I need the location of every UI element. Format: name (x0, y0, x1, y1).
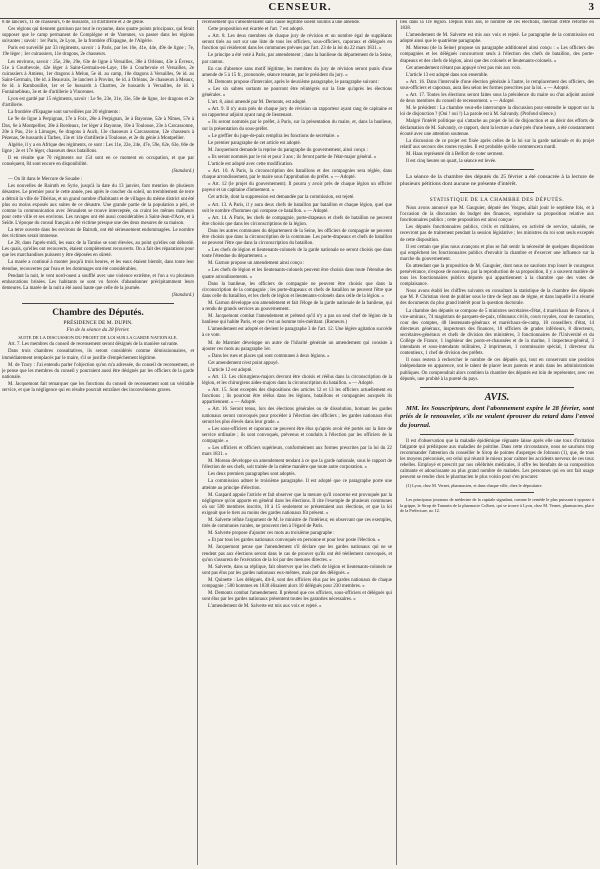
notice-heading: AVIS. (484, 391, 510, 403)
section-divider (22, 303, 174, 304)
presidence-line: PRÉSIDENCE DE M. DUPIN. (63, 320, 133, 327)
section-divider (420, 434, 574, 435)
paragraph: Dans la banlieue, les officiers de compagnie ne peuvent être choisis que dans la circonscription de la compagnie ; les porte-drapeaux et chefs de bataillon ne peuvent l'être que dans celle du bataillon, et les chefs de légion et lieutenants-colonels dans celle de la légion. » (202, 281, 392, 299)
paragraph: « Art. 8. Les deux membres de chaque jury de révision et un nombre égal de suppléants seront tirés au sort sur une liste de tous les officiers, sous-officiers, caporaux et délégués en fonction qui résideront dans les communes prévues par l'art. 23 de la loi du 22 mars 1831. » (202, 34, 392, 52)
source-signature: (Standard.) (171, 169, 194, 175)
paragraph: « Art. 15. Sont exceptés des dispositions des articles 12 et 13 les officiers actuellement en fonctions ; ils pourront être réélus dans les légions, bataillons et compagnies auxquels ils appartiennent. » — Adopté. (202, 388, 392, 406)
paragraph: lieu dans la 1re légion. Depuis trois ans, le nombre de ces élections, méritait d'être réformé en 1838. (400, 20, 594, 32)
chamber-heading: Chambre des Députés. (52, 308, 144, 319)
paragraph: Les nouvelles de Bairuth en Syrie, jusqu'à la date du 13 janvier, font mention de plusieurs désastres. Le premier pour le cette année, peu après le coucher du soleil, un tremblement de terre a détruit la ville de Tibérias, et un grand nombre d'habitants et de villages du même district ont été plus ou moins exposés aux suites de ce désastre. Une grande partie de la population a péri, et comme la communication avec Jérusalem se trouve interceptée, on craint les mêmes malheurs pour cette ville et ses environs. Les ravages ont été aussi considérables à Saint-Jean-d'Acre, et à Seïde. L'époque du consul français a été victime presque une des deux mesures de sa maison. (2, 184, 194, 226)
masthead (0, 0, 600, 19)
paragraph: M. Jacquemont combat l'amendement et prétend qu'il n'y a pas un seul chef de légion de la banlieue qui habite Paris, et que c'est un homme très-méritant. (Rumeurs.) (202, 314, 392, 326)
paragraph: Cet amendement n'est point appuyé. (208, 360, 279, 366)
paragraph: M. de Marmier développe un autre de l'hilarité générale un amendement qui consiste à ajouter ces mots au paragraphe 1er. (202, 340, 392, 352)
paragraph: Dans trois chambres consultatives, ils seront considérés comme démissionnaires, et immédiatement remplacés par le maire, s'il se justifie d'empêchement légitime. (2, 349, 194, 361)
paragraph: L'amendement de M. Salverte est mis aux voix et rejeté. Le paragraphe de la commission est adopté ainsi que le quatrième paragraphe. (400, 33, 594, 45)
paragraph: M. Quinette : Les délégués, dit-il, sont des officiers élus par les gardes nationaux de chaque compagnie ; 500 hommes en 1830 élisaient alors 10 délégués pour 230 membres. » (202, 577, 392, 589)
paragraph: « Les six sabres sortants ne pourront être réintégrés sur la liste qu'après les élections générales. » (202, 86, 392, 99)
footnote: Les principaux journaux de médecine de la capitale signalant, comme le remède le plus puissant à opposer à la grippe, le Sirop de Tamarin de la pharmacie Colbert, qui se trouve à Lyon, chez M. Vernet, pharmacien, place de la Préfecture, no 12. (400, 497, 594, 514)
paragraph: Cette proposition est écartée et l'art. 7 est adopté. (208, 27, 304, 33)
paragraph: La chambre des députés se compose de 5 ministres secrétaires-d'état, 4 maréchaux de France, 4 vice-amiraux, 74 magistrats de parquets-de-paix, tribunaux civils, cours royales, cour de cassation, cour des comptes, 48 lieutenants-généraux et maréchaux-de-camp, 18 conseillers d'état, 14 directeurs généraux, inspecteurs des finances, 10 officiers de grades inférieurs, 8 directeurs, secrétaires-généraux et chefs de division des ministères, 3 fonctionnaires de l'Université et du Collège de France, 1 ingénieur des ponts-et-chaussées et de la marine, 1 inspecteur-général, 3 intendants et sous-intendants militaires, 2 imprimeurs, 1 commissaire spécial, 1 directeur du contentieux, 1 chef de division des préfets. (400, 308, 594, 357)
paragraph: « Art. 13. Les chirurgiens-majors devront être choisis et réélus dans la circonscription de la légion, et les chirurgiens aides-majors dans la circonscription du bataillon. » — Adopté. (202, 374, 392, 387)
paragraph: M. Haas représenté dit à Belfort de voter serment. (406, 151, 504, 157)
col1-bottom-text (2, 342, 194, 394)
section-divider (460, 492, 534, 493)
paragraph: « Art. 13. A Paris, il y aura deux chefs de bataillon par bataillon et chaque légion, quel que soit le nombre d'hommes qui compose ce bataillon. » — Adopté. (202, 202, 392, 214)
paragraph: M. Demonts propose d'intercaler, après le deuxième paragraphe, le paragraphe suivant : (208, 79, 380, 85)
paragraph: M. Jacquemont demande la reprise du paragraphe du gouvernement, ainsi conçu : (208, 147, 368, 153)
discussion-subhead: SUITE DE LA DISCUSSION DU PROJET DE LOI SUR LA GARDE NATIONALE. (18, 334, 178, 340)
paragraph: En cas d'absence sans motif légitime, les membres du jury de révision seront punis d'une amende de 5 à 15 fr., prononcée, séance tenante, par le président du jury. » (202, 66, 392, 78)
paragraph: M. Gaspard appuie l'article et fait observer que la mesure qu'il concerne est provoquée par la négligence qu'on apporte en général dans les élections. Il cite l'exemple de plusieurs communes où sur 500 membres inscrits, 10 à 15 seulement se présentaient aux élections, et que la loi exigeait que le tiers au moins des gardes nationaux fût présent. » (202, 492, 392, 516)
paragraph: Il en résulte que 70 régiments sur 154 sont en ce moment en occupation, et que par conséquent, 84 sont encore en disponibilité. (2, 155, 194, 168)
paragraph: M. Salverte, dans sa réplique, fait observer que les chefs de légion et lieutenants-colonels ne sont pas élus par les gardes nationaux eux-mêmes, mais par des délégués. » (202, 564, 392, 576)
paragraph: « Le greffier du juge-de-paix remplira les fonctions de secrétaire. » (208, 133, 340, 139)
paragraph: « Les chefs de légion et les lieutenants-colonels peuvent être choisis dans toute l'étendue des quatre arrondissements. » (202, 268, 392, 280)
paragraph: Il est d'observation que la maladie épidémique régnante laisse après elle une toux d'irritation fatigante qui prédispose aux maladies de poitrine. Dans cette circonstance, nous ne saurions trop recommander l'attention du conseiller le Sirop de pointes d'asperges de Johnson (1), que, de tous les moyens préconisés, est celui qui réussit le mieux pour calmer les accidents nerveux de ces toux rebelles. Employé et prescrit par nos célébrités médicales, il offre les bienfaits de sa composition calmante et adoucissante au plus grand nombre de malades. Les personnes qui en ont fait usage peuvent se rendre chez le pharmacien le plus voisin pour s'en procurer. (400, 438, 594, 481)
paragraph: Il est cinq heures un quart, la séance est levée. (406, 158, 497, 164)
newspaper-title: CENSEUR. (268, 1, 332, 13)
paragraph: « Art. 16. Dans l'intervalle d'une élection générale à l'autre, le remplacement des officiers, des sous-officiers et caporaux, aura lieu selon les formes prescrites par la loi. » — Adopté. (400, 79, 594, 91)
section-divider (460, 192, 534, 193)
paragraph: L'amendement de M. Salverte est mis aux voix et rejeté. » (208, 604, 322, 610)
paragraph: Dans les autres communes du département de la Seine, les officiers de compagnie ne peuvent être choisis que dans la circonscription de la commune. Les porte-drapeaux et chefs de bataillon ne peuvent l'être que dans la circonscription du bataillon. (202, 228, 392, 247)
section-divider (460, 169, 534, 170)
paragraph: L'article 13 est adopté dans son ensemble. (406, 72, 489, 78)
paragraph: 8 de lanciers, 11 de chasseurs, 6 de hussards, 14 d'artillerie et 2 de génie. (2, 20, 145, 25)
paragraph: M. le président : La chambre veut-elle interrompre la discussion pour entendre le rapport sur la loi de disjonction ? (Oui ! oui !) La parole est à M. Salvandy. (Profond silence.) (400, 106, 594, 118)
page-number: 3 (588, 1, 594, 13)
paragraph: La frontière d'Espagne sont surveillées par 20 régiments : (8, 110, 121, 116)
paragraph: Cet article, dont la suppression est demandée par la commission, est rejeté. (208, 195, 355, 201)
paragraph: La terre ouverte dans les environs de Bairuth, ont été sérieusement endommagées. Le nombre des victimes serait immense. (2, 228, 194, 240)
paragraph: « Dans les rues et places qui sont communes à deux légions. » (208, 353, 330, 359)
paragraph: M. Salverte réfute l'argument de M. le ministre de l'intérieur, en observant que ces exemples, tirés de communes rurales, ne prouvent rien à l'égard de Paris. (202, 518, 392, 530)
paragraph: Cet amendement n'étant pas appuyé n'est pas mis aux voix. (406, 65, 522, 71)
paragraph: — On lit dans le Mercure de Souabe : (8, 177, 83, 183)
paragraph: Le 9e de ligne à Perpignan, 17e à Foix, 28e à Perpignan, 3e à Bayonne, 52e à Nîmes, 57e à Dax, 6e à Montpellier, 38e à Bordeaux, 1er léger à Bayonne, 10e à Toulouse, 23e à Carcassonne, 20e à Pau, 21e à Limoges, 6e dragons à Auch, 13e chasseurs à Carcassonne, 12e chasseurs à Pézenas, 9e hussards à Tarbes, 13e et 14e d'artillerie à Toulouse, et 2e du génie à Montpellier. (2, 117, 194, 141)
paragraph: M. Moreau développe un amendement tendant à ce que la garde nationale, sous le rapport de l'élection de ses chefs, soit traitée de la même manière que toute autre corporation. » (202, 459, 392, 471)
paragraph: M. de Tracy : J'ai entendu parler l'objection qu'on m'a adressée, du conseil de recensement, et je pense que les membres du conseil y pourraient aussi être désignés par les officiers de la garde nationale. (2, 362, 194, 380)
column-2 (202, 20, 392, 867)
paragraph: M. Jacquemont pense que l'amendement s'il déclare que les gardes nationaux qui ne se rendent pas aux élections seront dans le cas de prouver qu'ils ont été réellement convoqués, et qu'on s'assurera de l'exécution de la loi par des mesures directes. » (202, 545, 392, 563)
paragraph: « Les chefs de légion et lieutenants-colonels de la garde nationale ne seront choisis que dans toute l'étendue du département. » (202, 248, 392, 260)
paragraph: Le premier paragraphe de cet article est adopté. (208, 140, 301, 146)
subscriber-notice: MM. les Souscripteurs, dont l'abonnement expire le 28 février, sont priés de le renouveler, s'ils ne veulent éprouver du retard dans l'envoi du journal. (400, 404, 594, 429)
col1-mid-text (2, 177, 194, 292)
paragraph: La discussion de ce projet est fixée après celles de la loi sur la garde nationale et du projet relatif aux secours des routes royales. Il est probable qu'elle commencera mardi. (400, 138, 594, 150)
paragraph: Pendant la nuit, le vent nord-ouest a soufflé avec une violence extrême, et l'on a vu plusieurs embarcations brisées. Les habitants se sont vu forcés d'abandonner précipitamment leurs demeures. La marée de la nuit a été aussi haute que celle de la journée. (2, 273, 194, 291)
paragraph: « Art. 10. A Paris, la circonscription des bataillons et des compagnies sera réglée, dans chaque arrondissement, par le maire sous l'approbation du préfet. » — Adopté. (202, 169, 392, 181)
col1-top-text (2, 20, 194, 168)
paragraph: Paris est surveillé par 33 régiments, savoir : à Paris, par les 16e, 41e, 44e, 49e de ligne ; 7e, 19e léger ; 1er cuirassiers, 11e dragons, 2e chasseurs. (2, 46, 194, 58)
paragraph: « Les sous-officiers et caporaux ne peuvent être élus qu'après avoir été portés sur la liste de service ordinaire ; ils sont convoqués, prévenus et conduits à l'élection par les officiers de la compagnie. » (202, 426, 392, 444)
paragraph: Il nous restera à rechercher le nombre de ces députés qui, tout en conservant une position indépendante en apparence, ont le talent de placer leurs parents et amis dans les administrations publiques. On comprendrait alors combien la chambre des députés est loin de représenter, avec ces députés, une probité à la pureté du pays. (400, 358, 594, 382)
paragraph: « Art. 12 (le projet du gouvernement). Il pourra y avoir près de chaque légion un officier payeur et un capitaine d'armement. » (202, 182, 392, 194)
paragraph: M. Moreau (de la Seine) propose un paragraphe additionnel ainsi conçu : « Les officiers des compagnies et les délégués concourront seuls à l'élection des chefs de bataillon, des porte-drapeaux et des chefs de légion, ainsi que des colonels et lieutenants-colonels. » (400, 46, 594, 64)
paragraph: Le principe a été voté à Paris, par amendement ; dans la banlieue du département de la Seine, par canton. (202, 53, 392, 65)
statistics-heading: STATISTIQUE DE LA CHAMBRE DES DÉPUTÉS. (429, 197, 565, 204)
paragraph: Il est certain que plus nous avançons et plus se fait sentir la nécessité de quelques dispositions qui empêchent les fonctionnaires publics d'envahir la chambre et d'exercer une influence sur la marche du gouvernement. (400, 244, 594, 262)
column-3 (400, 20, 594, 867)
paragraph: « Art. 9. Il n'y aura près de chaque jury de révision un rapporteur ayant rang de capitaine et un rapporteur adjoint ayant rang de lieutenant. (202, 107, 392, 119)
paragraph: L'article est adopté avec cette modification. (208, 161, 294, 167)
section-divider (420, 387, 574, 388)
paragraph: Les deux premiers paragraphes sont adoptés. (208, 472, 296, 478)
paragraph: « Art. 17. Toutes les élections seront faites sous la présidence du maire ou d'un adjoint assisté de deux membres du conseil de recensement. » — Adopté. (400, 93, 594, 105)
paragraph: « Et par tous les gardes nationaux convoqués en personne et pour leur poste l'élection. » (208, 538, 381, 544)
paragraph: Les députés fonctionnaires publics, civils et militaires, en activité de service, salariés, ne recevront pas de traitement pendant la session législative ; les ministres du roi sont seuls exceptés de cette disposition. (400, 225, 594, 243)
paragraph: Nous avons annoncé que M. Gauguier, député des Vosges, allait jouir le septième fois, et à l'occasion de la discussion du budget des finances, reproduire sa proposition relative aux fonctionnaires publics ; cette proposition est ainsi conçue : (400, 206, 594, 224)
source-signature: (Standard.) (171, 292, 194, 298)
paragraph: L'art. 8, ainsi amendé par M. Demonts, est adopté. (208, 100, 307, 106)
paragraph: « Art. 16. Seront tenus, lors des élections générales ou de dissolution, bornant les gardes nationaux seront convoqués pour procéder à l'élection des officiers ; les gardes nationaux élus seront les plus élevés dans leur grade. » (202, 407, 392, 425)
paragraph: L'article 12 est adopté. (208, 367, 253, 373)
paragraph: « Ils seront nommés par le roi et pour 3 ans ; ils feront partie de l'état-major général. » (208, 154, 377, 160)
paragraph: M. Garnon propose un amendement ainsi conçu : (208, 261, 305, 267)
paragraph: « Ils seront nommés par le préfet, à Paris, sur la présentation du maire, et, dans la banlieue, sur la présentation du sous-préfet. (202, 120, 392, 132)
paragraph: Les environs, savoir : 25e, 28e, 29e, 63e de ligne à Versailles, 38e à Orléans, 43e à Évreux, 51e à Courbevoie, 42e léger à Saint-Germain-en-Laye, 10e à Courbevoie et Versailles, 2e cuirassiers à Amiens, 1er dragons à Melun, 5e id. au camp, 10e dragons à Versailles, 9e id. au Saint-Germain, 10e id. à Beauvais, 3e lanciers à Provins, 6e id. à Orléans, 2e chasseurs à Meaux, 6e id. à Rambouillet, 1er et 5e hussards à Chartres, 2e hussards à Versailles, 4e id. à Fontainebleau, 3e et 4e d'artillerie à Vincennes. (2, 59, 194, 96)
column-rule-2 (396, 20, 397, 865)
paragraph: Malgré l'intérêt politique qui s'attache au projet de loi de disjonction et au désir des efforts de déclamation de M. Salvandy, ce rapport, dont la lecture a duré près d'une heure, a été constamment écouté avec une attention soutenue. (400, 119, 594, 137)
paragraph: Ces régions qui tiennent garnison par tout le royaume, dans quatre points principaux, qui ferait supposer que le camp permanent de Compiègne et de Varennes, va passer dans les régions suivantes ; savoir : 1er Paris, 2e Lyon, 3e la frontière d'Espagne, 4e l'Algérie. (2, 27, 194, 45)
paragraph: Le 28, dans l'après-midi, les eaux de la Tamise se sont élevées, au point qu'elles ont débordé. Les quais, qu'elles ont recouverts, étaient complètement recouverts. On a fait des réparations pour que les marchandises puissent y être déposées en sûreté. (2, 241, 194, 259)
paragraph: M. Demonts combat l'amendement. Il prétend que ces officiers, sous-officiers et délégués qui sont élus par les gardes nationaux présentent toutes les garanties nécessaires. » (202, 591, 392, 603)
paragraph: Art. 7. Les membres du conseil de recensement seront désignés de la manière suivante. (8, 342, 179, 348)
paragraph: Algérie, il y a en Afrique des régiments, ce sont : Les 11e, 22e, 24e, 47e, 59e, 62e, 63e, 66e de ligne ; 2e et 17e léger, chasseurs deux bataillons. (2, 142, 194, 154)
paragraph: La commission admet le troisième paragraphe. Il est adopté que ce paragraphe porte une atteinte au principe d'élection. (202, 479, 392, 491)
session-line: Fin de la séance du 28 février. (66, 327, 130, 334)
paragraph: La marée a continué à monter jusqu'à trois heures, et les eaux étaient bientôt, dans toute leur étendue, recouvertes par l'eau et les dommages ont été considérables. (2, 260, 194, 272)
notice-paragraph: La séance de la chambre des députés du 25 février a été consacrée à la lecture de plusieurs pétitions dont aucune ne présente d'intérêt. (400, 174, 594, 188)
paragraph: M. Garnon développe son amendement et fait l'éloge de la garde nationale de la banlieue, qui a rendu de grands services au gouvernement. (202, 300, 392, 313)
column-1 (2, 20, 194, 867)
paragraph: Nous avons établi les chiffres suivants en consultant la statistique de la chambre des députés que M. P. Christian vient de publier sous le titre de Sept ans de règne, et dans laquelle il a résumé des documents du plus grand intérêt pour la question doctorale. (400, 289, 594, 307)
paragraph: M. Jacquemont fait remarquer que les fonctions du conseil de recensement sont un véritable service, et que la négligence qui en résulte pourrait entraîner des inconvénients graves. (2, 381, 194, 393)
paragraph: L'amendement est adopté et devient le paragraphe 3 de l'art. 12. Une légère agitation succède à ce vote. (202, 327, 392, 339)
paragraph: Lyon est gardé par 15 régiments, savoir : Le 9e, 23e, 31e, 33e, 56e de ligne, 1er dragons et 2e d'artillerie. (2, 97, 194, 109)
footnote: (1) Lyon, chez M. Vernet, pharmacien, et dans chaque ville, chez le dépositaire. (406, 482, 543, 488)
column-rule-1 (197, 20, 198, 865)
paragraph: « Art. 14. A Paris, les chefs de compagnie, porte-drapeaux et chefs de bataillon ne peuvent être choisis que dans les circonscriptions de la légion. (202, 215, 392, 227)
paragraph: recensement qui s'absenteraient sans cause légitime soient soumis à une amende. (202, 20, 361, 25)
paragraph: « Les officiers et officiers supérieurs, conformément aux formes prescrites par la loi du 22 mars 1831. » (202, 446, 392, 458)
paragraph: M. Salverte propose d'ajouter ces mots au troisième paragraphe : (208, 531, 335, 537)
paragraph: En attendant que la proposition de M. Gauguier, dont nous ne saurions trop louer le courageux persévérance, n'expose de nouveau, par la reproduction de sa proposition, il y a souvent matière de tous les fonctionnaires publics députés qui appartiennent à la chambre que des votes de complaisance. (400, 263, 594, 288)
